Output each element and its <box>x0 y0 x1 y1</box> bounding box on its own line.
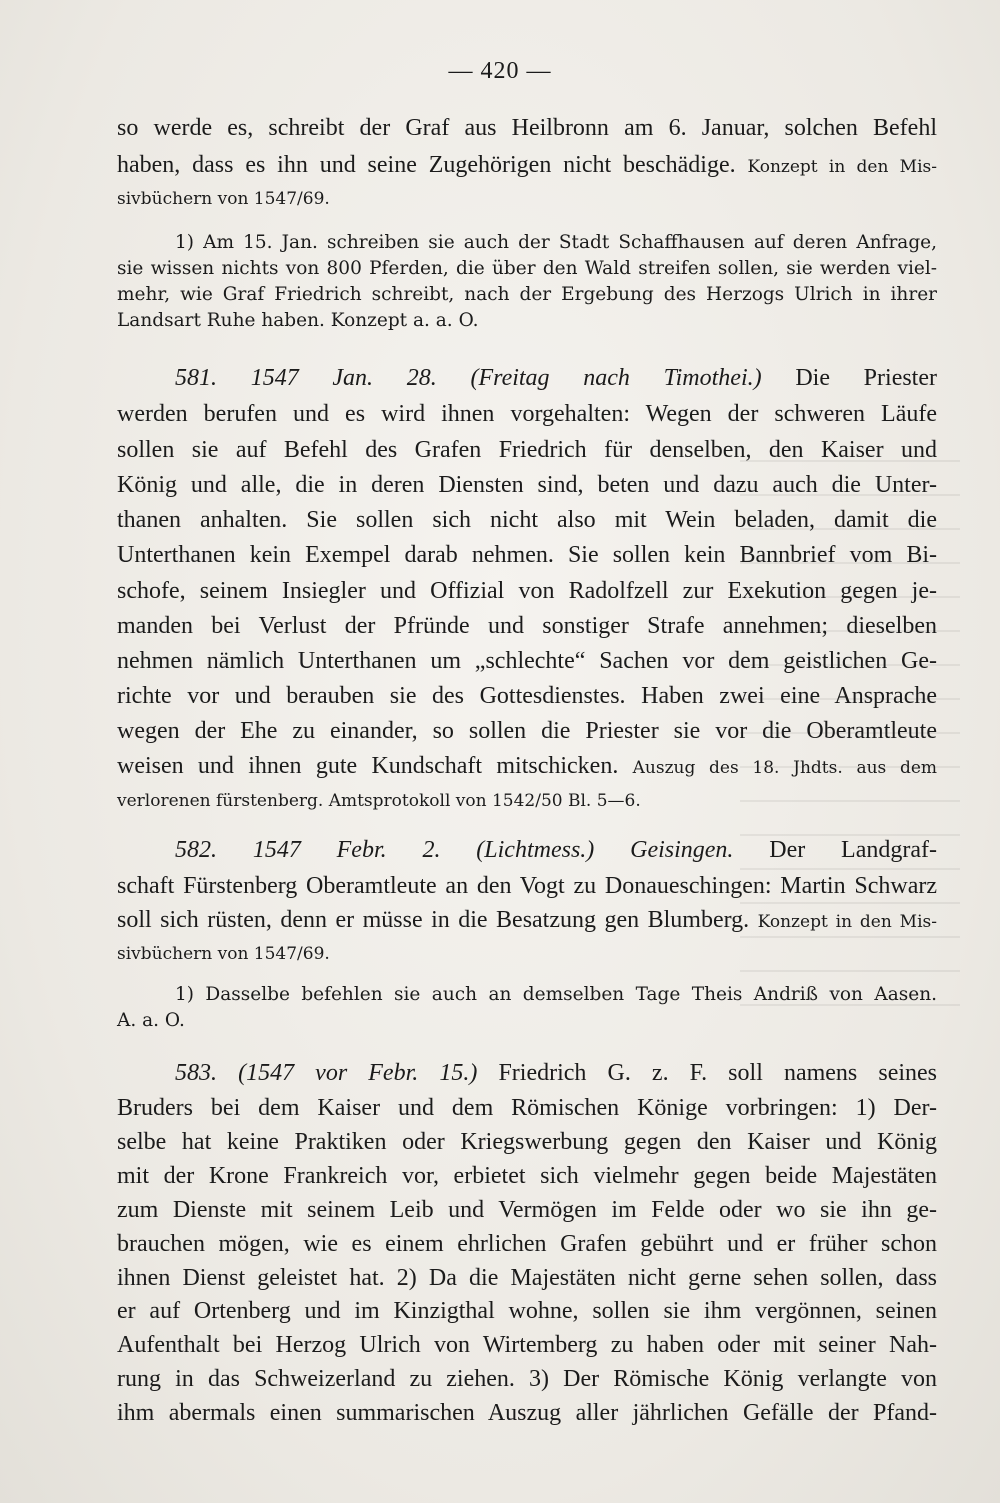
text-line <box>117 1399 937 1427</box>
text-segment: mehr, wie Graf Friedrich schreibt, nach der Ergebung des Herzogs Ulrich in ihrer <box>117 284 937 305</box>
text-line <box>117 400 937 428</box>
text-segment: A. a. O. <box>117 1010 185 1031</box>
text-segment: nehmen nämlich Unterthanen um „schlechte“ Sachen vor dem geistlichen Ge- <box>117 648 937 674</box>
text-segment: sollen sie auf Befehl des Grafen Friedrich für denselben, den Kaiser und <box>117 437 937 463</box>
text-segment: sivbüchern von 1547/69. <box>117 189 330 209</box>
text-segment: Friedrich G. z. F. soll namens seines <box>498 1060 938 1086</box>
text-segment: manden bei Verlust der Pfründe und sonstiger Strafe annehmen; dieselben <box>117 613 937 639</box>
text-segment: wegen der Ehe zu einander, so sollen die Priester sie vor die Oberamtleute <box>117 718 937 744</box>
text-line <box>117 183 937 213</box>
text-line <box>117 1128 937 1156</box>
text-segment: König und alle, die in deren Diensten sind, beten und dazu auch die Unter- <box>117 472 937 498</box>
text-line <box>117 310 937 332</box>
text-segment: verlorenen fürstenberg. Amtsprotokoll von 1542/50 Bl. 5—6. <box>117 791 641 811</box>
text-line <box>175 984 937 1006</box>
text-segment: 1) Dasselbe befehlen sie auch an demselben Tage Theis Andriß von Aasen. <box>175 984 937 1005</box>
text-segment: weisen und ihnen gute Kundschaft mitschicken. <box>117 753 633 779</box>
text-line <box>117 752 937 782</box>
text-line <box>117 1297 937 1325</box>
text-segment: Die Priester <box>795 365 937 391</box>
text-segment: Konzept in den Mis- <box>757 912 937 932</box>
text-line <box>117 541 937 569</box>
text-line <box>117 151 937 181</box>
text-segment: werden berufen und es wird ihnen vorgehalten: Wegen der schweren Läufe <box>117 401 937 427</box>
text-segment: mit der Krone Frankreich vor, erbietet sich vielmehr gegen beide Majestäten <box>117 1163 937 1189</box>
text-segment: rung in das Schweizerland zu ziehen. 3) Der Römische König verlangte von <box>117 1366 937 1392</box>
text-segment: 583. (1547 vor Febr. 15.) <box>175 1060 499 1086</box>
text-segment: haben, dass es ihn und seine Zugehörigen nicht beschädige. <box>117 152 748 178</box>
text-segment: so werde es, schreibt der Graf aus Heilbronn am 6. Januar, solchen Befehl <box>117 115 937 141</box>
text-segment: 1) Am 15. Jan. schreiben sie auch der Stadt Schaffhausen auf deren Anfrage, <box>175 232 937 253</box>
text-line <box>175 232 937 254</box>
text-line <box>175 836 937 864</box>
text-line <box>175 364 937 392</box>
text-line <box>117 682 937 710</box>
text-segment: Unterthanen kein Exempel darab nehmen. Sie sollen kein Bannbrief vom Bi- <box>117 542 937 568</box>
text-line <box>117 1365 937 1393</box>
text-line <box>117 1162 937 1190</box>
text-line <box>117 471 937 499</box>
text-segment: Konzept in den Mis- <box>747 157 937 177</box>
text-line <box>117 872 937 900</box>
text-segment: Aufenthalt bei Herzog Ulrich von Wirtemberg zu haben oder mit seiner Nah- <box>117 1332 937 1358</box>
text-line <box>117 1196 937 1224</box>
text-line <box>117 506 937 534</box>
text-line <box>117 1094 937 1122</box>
text-line <box>117 577 937 605</box>
text-line <box>117 284 937 306</box>
text-segment: schaft Fürstenberg Oberamtleute an den Vogt zu Donaueschingen: Martin Schwarz <box>117 873 937 899</box>
text-segment: sie wissen nichts von 800 Pferden, die über den Wald streifen sollen, sie werden viel- <box>117 258 937 279</box>
text-segment: thanen anhalten. Sie sollen sich nicht also mit Wein beladen, damit die <box>117 507 937 533</box>
text-line <box>117 1331 937 1359</box>
text-segment: er auf Ortenberg und im Kinzigthal wohne, sollen sie ihm vergönnen, seinen <box>117 1298 937 1324</box>
text-segment: Bruders bei dem Kaiser und dem Römischen Könige vorbringen: 1) Der- <box>117 1095 937 1121</box>
text-line <box>117 258 937 280</box>
text-line <box>175 1059 937 1087</box>
text-segment: Der Landgraf- <box>769 837 937 863</box>
text-segment: ihnen Dienst geleistet hat. 2) Da die Majestäten nicht gerne sehen sollen, dass <box>117 1265 937 1291</box>
text-line <box>117 1010 937 1032</box>
text-line <box>117 906 937 936</box>
text-segment: sivbüchern von 1547/69. <box>117 944 330 964</box>
text-line <box>117 436 937 464</box>
page-number: — 420 — <box>448 58 552 84</box>
text-line <box>117 785 937 815</box>
text-segment: 582. 1547 Febr. 2. (Lichtmess.) Geisingen. <box>175 837 770 863</box>
text-line <box>117 114 937 142</box>
text-segment: soll sich rüsten, denn er müsse in die Besatzung gen Blumberg. <box>117 907 758 933</box>
text-line <box>117 1230 937 1258</box>
text-line <box>117 612 937 640</box>
text-line <box>117 647 937 675</box>
text-segment: zum Dienste mit seinem Leib und Vermögen im Felde oder wo sie ihn ge- <box>117 1197 937 1223</box>
text-line <box>117 1264 937 1292</box>
text-segment: ihm abermals einen summarischen Auszug aller jährlichen Gefälle der Pfand- <box>117 1400 937 1426</box>
text-segment: selbe hat keine Praktiken oder Kriegswerbung gegen den Kaiser und König <box>117 1129 937 1155</box>
text-segment: Auszug des 18. Jhdts. aus dem <box>632 758 938 778</box>
text-segment: 581. 1547 Jan. 28. (Freitag nach Timothei.) <box>175 365 796 391</box>
text-line <box>117 938 937 968</box>
text-segment: Landsart Ruhe haben. Konzept a. a. O. <box>117 310 479 331</box>
text-segment: richte vor und berauben sie des Gottesdienstes. Haben zwei eine Ansprache <box>117 683 937 709</box>
text-line <box>117 717 937 745</box>
text-segment: brauchen mögen, wie es einem ehrlichen Grafen gebührt und er früher schon <box>117 1231 937 1257</box>
text-segment: schofe, seinem Insiegler und Offizial von Radolfzell zur Exekution gegen je- <box>117 578 937 604</box>
